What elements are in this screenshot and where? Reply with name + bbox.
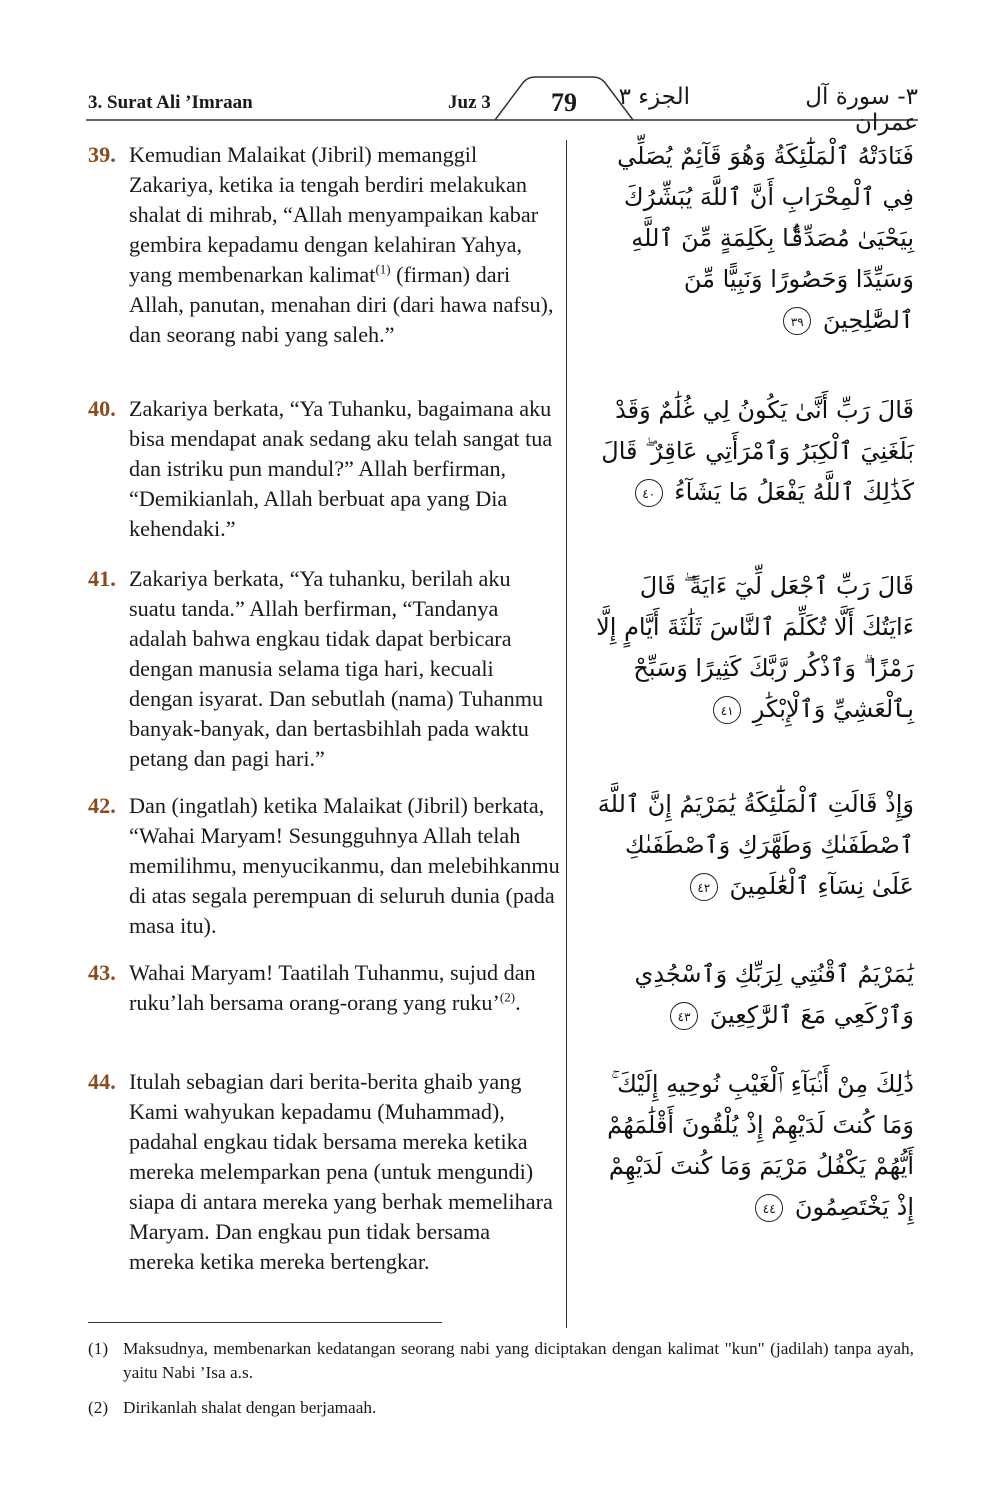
verse-text: Zakariya berkata, “Ya tuhanku, berilah aku suatu tanda.” Allah berfirman, “Tandanya adalah bahwa engkau tidak dapat berbicara dengan manusia selama tiga hari, kecuali dengan isyarat. Dan sebutlah (nama) Tuhanmu banyak-banyak, dan bertasbihlah pada waktu petang dan pagi hari.” <box>129 566 544 771</box>
juz-label-arabic: الجزء ٣ <box>618 84 690 110</box>
verse-43-translation <box>88 958 560 1018</box>
verse-40-translation <box>88 394 560 544</box>
footnote-2 <box>88 1396 914 1420</box>
footnote-number: (1) <box>88 1339 109 1358</box>
arabic-text: يَٰمَرْيَمُ ٱقْنُتِي لِرَبِّكِ وَٱسْجُدِي وَٱرْكَعِي مَعَ ٱلرَّٰكِعِينَ <box>634 960 914 1029</box>
verse-number: 43. <box>88 960 116 985</box>
verse-text-part: . <box>515 990 521 1015</box>
arabic-text: ذَٰلِكَ مِنْ أَنۢبَآءِ ٱلْغَيْبِ نُوحِيهِ إِلَيْكَ ۚ وَمَا كُنتَ لَدَيْهِمْ إِذْ يُلْقُونَ أَقْلَٰمَهُمْ أَيُّهُمْ يَكْفُلُ مَرْيَمَ وَمَا كُنتَ لَدَيْهِمْ إِذْ يَخْتَصِمُونَ <box>607 1070 914 1221</box>
footnote-text: Maksudnya, membenarkan kedatangan seorang nabi yang diciptakan dengan kalimat "kun" (jadilah) tanpa ayah, yaitu Nabi ’Isa a.s. <box>123 1339 914 1382</box>
verse-41-translation <box>88 564 560 774</box>
verse-text <box>129 140 560 350</box>
ayah-end-marker: ٤١ <box>713 696 741 724</box>
arabic-text: فَنَادَتْهُ ٱلْمَلَٰٓئِكَةُ وَهُوَ قَآئِمٌ يُصَلِّي فِي ٱلْمِحْرَابِ أَنَّ ٱللَّهَ يُبَشِّرُكَ بِيَحْيَىٰ مُصَدِّقًۢا بِكَلِمَةٍ مِّنَ ٱللَّهِ وَسَيِّدًا وَحَصُورًا وَنَبِيًّا مِّنَ ٱلصَّٰلِحِينَ <box>617 142 914 334</box>
verse-text: Itulah sebagian dari berita-berita ghaib yang Kami wahyukan kepadamu (Muhammad), padahal engkau tidak bersama mereka ketika mereka melemparkan pena (untuk mengundi) siapa di antara mereka yang berhak memelihara Maryam. Dan engkau pun tidak bersama mereka ketika mereka bertengkar. <box>129 1069 553 1274</box>
page-number: 79 <box>551 88 577 117</box>
ayah-end-marker: ٤٣ <box>670 1002 698 1030</box>
surah-title-latin: 3. Surat Ali ’Imraan <box>88 92 253 113</box>
verse-40-arabic <box>588 390 914 513</box>
footnote-text: Dirikanlah shalat dengan berjamaah. <box>123 1398 377 1417</box>
ayah-end-marker: ٤٢ <box>690 873 718 901</box>
arabic-text: قَالَ رَبِّ أَنَّىٰ يَكُونُ لِي غُلَٰمٌ وَقَدْ بَلَغَنِيَ ٱلْكِبَرُ وَٱمْرَأَتِي عَاقِرٌ ۖ قَالَ كَذَٰلِكَ ٱللَّهُ يَفْعَلُ مَا يَشَآءُ <box>601 396 914 506</box>
footnote-1 <box>88 1337 914 1385</box>
verse-44-arabic <box>588 1064 914 1228</box>
verse-39-translation <box>88 140 560 350</box>
footnote-separator <box>88 1322 442 1323</box>
column-divider <box>566 140 567 1328</box>
ayah-end-marker: ٣٩ <box>783 307 811 335</box>
verse-text-part: (firman) dari Allah, panutan, menahan diri (dari hawa nafsu), dan seorang nabi yang saleh.” <box>129 262 554 347</box>
verse-41-arabic <box>588 566 914 730</box>
verse-number: 39. <box>88 142 116 167</box>
verse-number: 44. <box>88 1069 116 1094</box>
verse-42-arabic <box>588 784 914 907</box>
footnote-ref: (2) <box>499 989 516 1005</box>
verse-text-part: Kemudian Malaikat (Jibril) memanggil Zakariya, ketika ia tengah berdiri melakukan shalat di mihrab, “Allah menyampaikan kabar gembira kepadamu dengan kelahiran Yahya, yang membenarkan kalimat <box>129 142 539 287</box>
footnote-number: (2) <box>88 1398 109 1417</box>
verse-text: Zakariya berkata, “Ya Tuhanku, bagaimana aku bisa mendapat anak sedang aku telah sangat tua dan istriku pun mandul?” Allah berfirman, “Demikianlah, Allah berbuat apa yang Dia kehendaki.” <box>129 396 553 541</box>
verse-number: 41. <box>88 566 116 591</box>
juz-label-latin: Juz 3 <box>448 92 491 113</box>
ayah-end-marker: ٤٠ <box>635 479 663 507</box>
verse-42-translation <box>88 791 560 941</box>
verse-text <box>129 958 560 1018</box>
ayah-end-marker: ٤٤ <box>755 1194 783 1222</box>
verse-text: Dan (ingatlah) ketika Malaikat (Jibril) berkata, “Wahai Maryam! Sesungguhnya Allah telah memilihmu, menyucikanmu, dan melebihkanmu di atas segala perempuan di seluruh dunia (pada masa itu). <box>129 793 560 938</box>
page-header <box>0 0 1000 136</box>
verse-39-arabic <box>588 136 914 341</box>
verse-number: 42. <box>88 793 116 818</box>
arabic-text: وَإِذْ قَالَتِ ٱلْمَلَٰٓئِكَةُ يَٰمَرْيَمُ إِنَّ ٱللَّهَ ٱصْطَفَىٰكِ وَطَهَّرَكِ وَٱصْطَفَىٰكِ عَلَىٰ نِسَآءِ ٱلْعَٰلَمِينَ <box>597 790 914 900</box>
verse-43-arabic <box>588 954 914 1036</box>
verse-number: 40. <box>88 396 116 421</box>
verse-text-part: Wahai Maryam! Taatilah Tuhanmu, sujud dan ruku’lah bersama orang-orang yang ruku’ <box>129 960 536 1015</box>
footnote-ref: (1) <box>375 261 391 277</box>
verse-44-translation <box>88 1067 560 1277</box>
arabic-text: قَالَ رَبِّ ٱجْعَل لِّيٓ ءَايَةً ۖ قَالَ ءَايَتُكَ أَلَّا تُكَلِّمَ ٱلنَّاسَ ثَلَٰثَةَ أَيَّامٍ إِلَّا رَمْزًا ۗ وَٱذْكُر رَّبَّكَ كَثِيرًا وَسَبِّحْ بِٱلْعَشِيِّ وَٱلْإِبْكَٰرِ <box>596 572 914 723</box>
surah-title-arabic: ٣- سورة آل عمران <box>805 84 918 136</box>
